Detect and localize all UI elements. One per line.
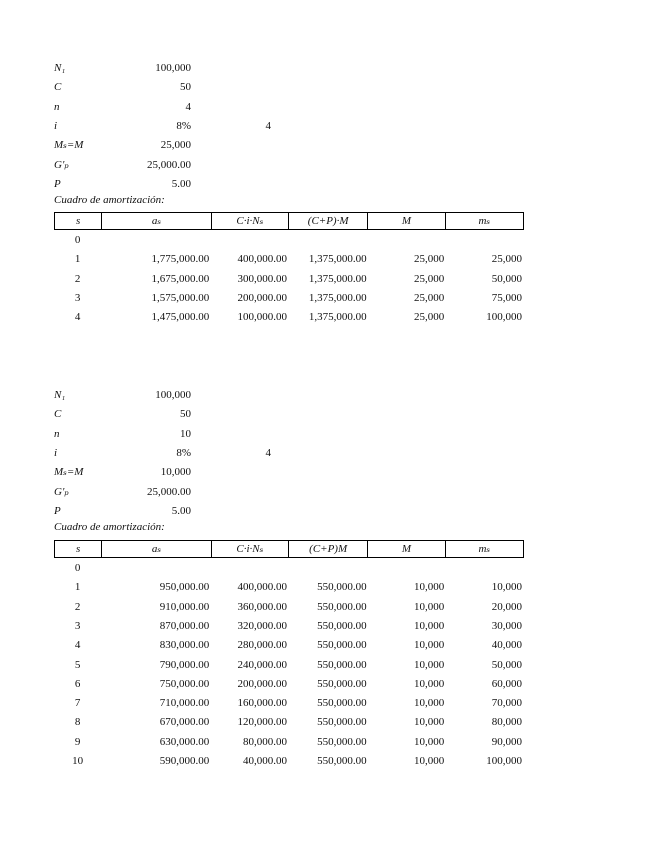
table-cell: 50,000 <box>491 272 522 285</box>
table-cell: 750,000.00 <box>159 677 210 690</box>
table-cell: 80,000 <box>491 716 522 729</box>
parameter-label: n <box>54 427 60 440</box>
table-cell: 10 <box>72 755 84 767</box>
parameter-value: 5.00 <box>171 177 191 190</box>
column-header: s <box>55 541 102 557</box>
parameter-label: N₁ <box>54 62 66 74</box>
table-row <box>54 617 524 636</box>
parameter-value: 8% <box>176 119 191 132</box>
table-cell: 10,000 <box>414 697 445 710</box>
table-cell: 200,000.00 <box>237 677 287 690</box>
table-cell: 1,375,000.00 <box>308 272 367 285</box>
parameter-label: C <box>54 408 62 421</box>
parameter-row <box>0 483 655 502</box>
table-header <box>54 212 524 230</box>
table-cell: 90,000 <box>491 735 522 748</box>
table-cell: 2 <box>74 272 81 285</box>
table-cell: 10,000 <box>414 755 445 767</box>
table-cell: 3 <box>74 291 81 304</box>
table-cell: 280,000.00 <box>237 639 287 652</box>
table-row <box>54 270 524 289</box>
table-cell: 60,000 <box>491 677 522 690</box>
table-cell: 550,000.00 <box>317 677 367 690</box>
table-row <box>54 656 524 675</box>
parameter-label: G'ₚ <box>54 158 69 171</box>
column-header: (C+P)M <box>289 541 368 557</box>
table-row <box>54 578 524 597</box>
table-cell: 40,000 <box>491 639 522 652</box>
table-cell: 10,000 <box>491 581 522 594</box>
table-cell: 0 <box>74 562 81 574</box>
table-cell: 10,000 <box>414 639 445 652</box>
parameter-value: 25,000.00 <box>147 485 191 498</box>
table-row <box>54 713 524 732</box>
table-header <box>54 540 524 558</box>
table-cell: 100,000 <box>486 311 522 324</box>
parameter-label: P <box>54 504 61 517</box>
table-cell: 550,000.00 <box>317 697 367 710</box>
parameter-extra-value: 4 <box>265 446 271 459</box>
table-cell <box>211 231 289 250</box>
table-cell: 590,000.00 <box>159 755 210 767</box>
table-cell: 710,000.00 <box>159 697 210 710</box>
table-cell: 550,000.00 <box>317 716 367 729</box>
table-cell: 1,575,000.00 <box>151 291 210 304</box>
table-cell: 360,000.00 <box>237 600 287 613</box>
parameter-label: n <box>54 100 60 113</box>
table-cell: 200,000.00 <box>237 291 287 304</box>
table-cell <box>211 559 289 578</box>
table-cell: 4 <box>74 639 81 652</box>
table-cell: 550,000.00 <box>317 619 367 632</box>
table-cell: 10,000 <box>414 658 445 671</box>
table-row <box>54 752 524 771</box>
column-header: M <box>368 541 445 557</box>
parameter-row <box>0 463 655 482</box>
parameter-value: 4 <box>185 100 191 113</box>
table-row <box>54 636 524 655</box>
table-cell: 950,000.00 <box>159 581 210 594</box>
table-cell: 1,375,000.00 <box>308 253 367 266</box>
parameter-row <box>0 405 655 424</box>
table-row <box>54 733 524 752</box>
parameter-value: 5.00 <box>171 504 191 517</box>
parameter-value: 10 <box>180 427 191 440</box>
table-cell: 550,000.00 <box>317 735 367 748</box>
table-cell: 10,000 <box>414 581 445 594</box>
table-cell: 550,000.00 <box>317 658 367 671</box>
parameter-row <box>0 156 655 175</box>
table-cell: 630,000.00 <box>159 735 210 748</box>
table-caption: Cuadro de amortización: <box>54 194 165 206</box>
table-cell: 75,000 <box>491 291 522 304</box>
table-cell: 870,000.00 <box>159 619 210 632</box>
table-cell: 25,000 <box>414 291 445 304</box>
table-cell <box>289 559 369 578</box>
parameter-label: N₁ <box>54 389 66 401</box>
column-header: mₛ <box>478 543 491 555</box>
table-row <box>54 598 524 617</box>
table-cell: 80,000.00 <box>242 735 287 748</box>
table-cell: 0 <box>74 234 81 246</box>
parameter-value: 50 <box>180 408 191 421</box>
column-header: aₛ <box>102 213 211 229</box>
parameter-row <box>0 117 655 136</box>
table-cell: 1,375,000.00 <box>308 291 367 304</box>
table-row <box>54 559 524 578</box>
parameter-value: 8% <box>176 446 191 459</box>
table-cell: 790,000.00 <box>159 658 210 671</box>
table-cell: 300,000.00 <box>237 272 287 285</box>
parameter-label: i <box>54 119 58 132</box>
table-cell: 550,000.00 <box>317 639 367 652</box>
table-cell: 30,000 <box>491 619 522 632</box>
table-cell: 20,000 <box>491 600 522 613</box>
table-cell: 8 <box>74 716 81 729</box>
table-cell <box>101 231 211 250</box>
parameter-row <box>0 98 655 117</box>
table-cell <box>446 559 524 578</box>
column-header: M <box>368 213 445 229</box>
parameter-label: i <box>54 446 58 459</box>
table-cell: 120,000.00 <box>237 716 287 729</box>
table-cell: 50,000 <box>491 658 522 671</box>
table-row <box>54 289 524 308</box>
parameter-row <box>0 136 655 155</box>
table-row <box>54 308 524 327</box>
table-cell: 25,000 <box>414 311 445 324</box>
table-caption: Cuadro de amortización: <box>54 521 165 533</box>
parameter-value: 25,000 <box>160 139 191 152</box>
table-cell: 40,000.00 <box>242 755 287 767</box>
table-cell: 10,000 <box>414 735 445 748</box>
table-cell: 160,000.00 <box>237 697 287 710</box>
parameter-value: 100,000 <box>155 389 191 401</box>
parameter-row <box>0 502 655 521</box>
parameter-row <box>0 78 655 97</box>
table-row <box>54 675 524 694</box>
table-cell: 7 <box>74 697 81 710</box>
table-cell <box>369 559 447 578</box>
table-cell: 2 <box>74 600 81 613</box>
parameter-row <box>0 175 655 194</box>
parameter-row <box>0 59 655 78</box>
table-cell: 10,000 <box>414 677 445 690</box>
table-cell: 400,000.00 <box>237 581 287 594</box>
column-header: C·i·Nₛ <box>212 213 289 229</box>
parameter-value: 10,000 <box>160 466 191 479</box>
table-cell: 550,000.00 <box>317 581 367 594</box>
table-cell: 9 <box>74 735 81 748</box>
table-cell: 1 <box>74 253 81 266</box>
parameter-label: P <box>54 177 61 190</box>
parameter-extra-value: 4 <box>265 119 271 132</box>
parameter-label: C <box>54 81 62 94</box>
table-cell: 70,000 <box>491 697 522 710</box>
table-cell: 100,000.00 <box>237 311 287 324</box>
column-header: C·i·Nₛ <box>212 541 289 557</box>
table-cell: 10,000 <box>414 716 445 729</box>
table-cell <box>369 231 447 250</box>
parameter-row <box>0 386 655 405</box>
table-cell: 25,000 <box>491 253 522 266</box>
parameter-row <box>0 444 655 463</box>
table-cell: 1,375,000.00 <box>308 311 367 324</box>
parameter-value: 25,000.00 <box>147 158 191 171</box>
table-cell: 670,000.00 <box>159 716 210 729</box>
table-cell: 320,000.00 <box>237 619 287 632</box>
parameter-value: 50 <box>180 81 191 94</box>
table-cell: 6 <box>74 677 81 690</box>
parameter-row <box>0 425 655 444</box>
table-cell: 240,000.00 <box>237 658 287 671</box>
table-cell: 1 <box>74 581 81 594</box>
table-row <box>54 231 524 250</box>
parameter-label: G'ₚ <box>54 485 69 498</box>
table-cell <box>289 231 369 250</box>
column-header: mₛ <box>478 215 491 227</box>
table-cell: 1,675,000.00 <box>151 272 210 285</box>
parameter-value: 100,000 <box>155 62 191 74</box>
parameter-label: Mₛ=M <box>54 139 84 152</box>
table-cell: 4 <box>74 311 81 324</box>
table-cell: 25,000 <box>414 253 445 266</box>
table-cell <box>446 231 524 250</box>
table-cell: 830,000.00 <box>159 639 210 652</box>
table-cell: 10,000 <box>414 619 445 632</box>
parameter-label: Mₛ=M <box>54 466 84 479</box>
table-cell <box>101 559 211 578</box>
table-cell: 100,000 <box>486 755 522 767</box>
table-cell: 1,475,000.00 <box>151 311 210 324</box>
table-row <box>54 694 524 713</box>
table-cell: 3 <box>74 619 81 632</box>
column-header: aₛ <box>102 541 211 557</box>
table-cell: 910,000.00 <box>159 600 210 613</box>
table-cell: 25,000 <box>414 272 445 285</box>
column-header: s <box>55 213 102 229</box>
table-cell: 400,000.00 <box>237 253 287 266</box>
table-cell: 550,000.00 <box>317 600 367 613</box>
table-row <box>54 250 524 269</box>
table-cell: 5 <box>74 658 81 671</box>
table-cell: 550,000.00 <box>317 755 367 767</box>
column-header: (C+P)·M <box>289 213 368 229</box>
table-cell: 10,000 <box>414 600 445 613</box>
table-cell: 1,775,000.00 <box>151 253 210 266</box>
